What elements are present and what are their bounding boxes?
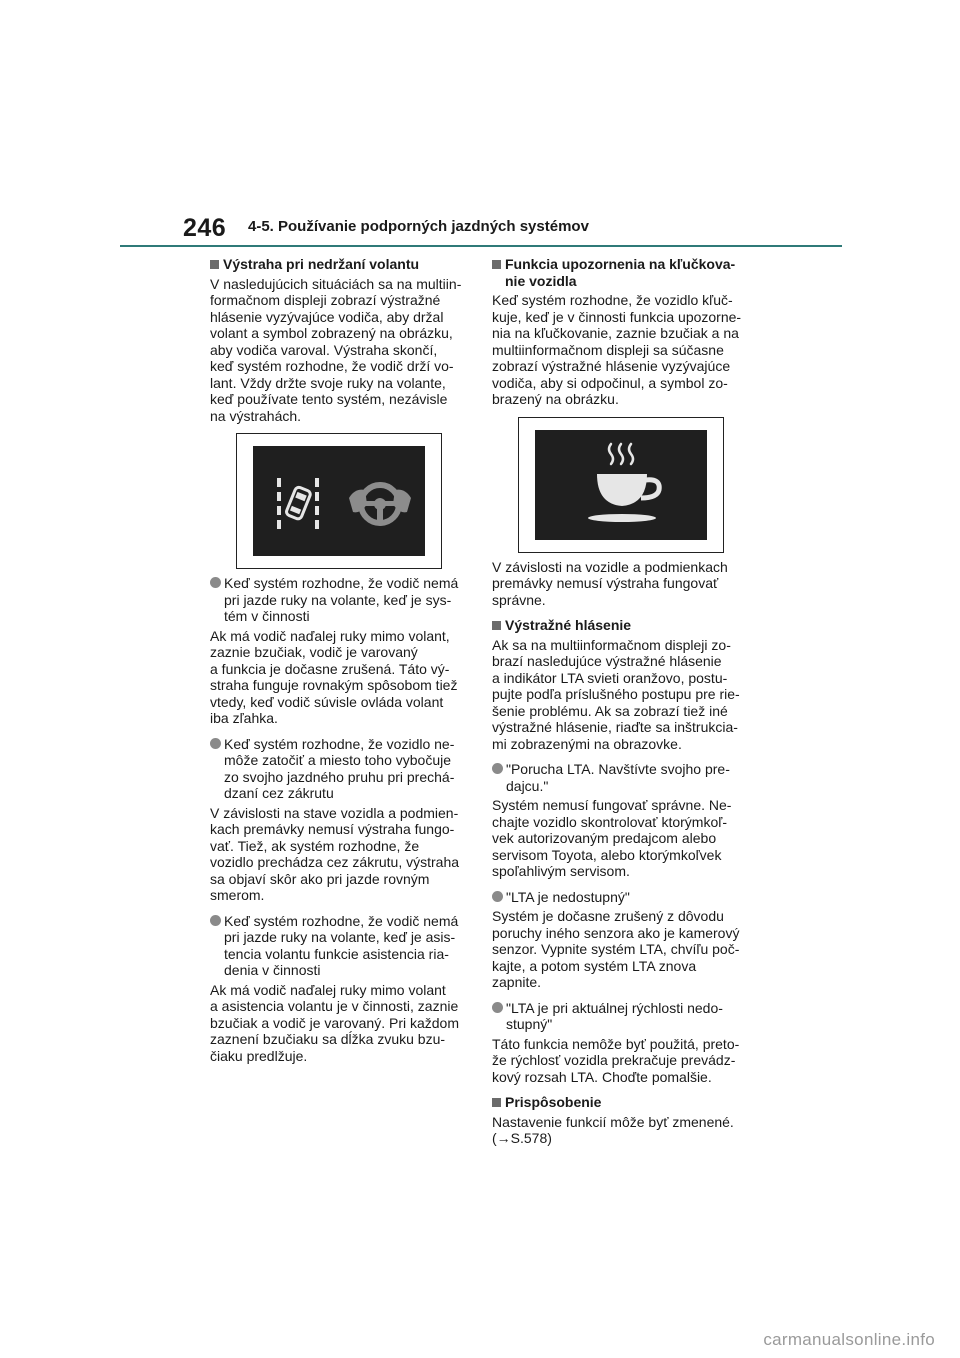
section-heading: Funkcia upozornenia na kľučkova- nie vozidla <box>492 256 748 289</box>
paragraph: Ak sa na multiinformačnom displeji zo- brazí nasledujúce výstražné hlásenie a indikátor LTA svieti oranžovo, postu- pujte podľa príslušného postupu pre rie- šenie problému. Ak sa zobrazí tiež iné výstražné hlásenie, riaďte sa inštrukcia- mi zobrazenými na obrazovke. <box>492 636 740 752</box>
hands-off-warning-figure <box>236 433 442 569</box>
chapter-title: 4-5. Používanie podporných jazdných systémov <box>248 218 589 235</box>
header-rule <box>120 245 842 247</box>
right-column <box>492 256 748 1156</box>
bullet-icon <box>210 738 221 749</box>
section-heading: Výstražné hlásenie <box>492 617 748 634</box>
coffee-cup-icon <box>585 438 675 534</box>
bullet-icon <box>210 577 221 588</box>
bullet-item: "LTA je pri aktuálnej rýchlosti nedo- stupný" <box>492 1000 748 1033</box>
bullet-item: Keď systém rozhodne, že vodič nemá pri jazde ruky na volante, keď je sys- tém v činnosti <box>210 575 466 625</box>
paragraph: Systém nemusí fungovať správne. Ne- chajte vozidlo skontrolovať ktorýmkoľ- vek autorizovaným predajcom alebo servisom Toyota, alebo ktorýmkoľvek spoľahlivým servisom. <box>492 797 732 879</box>
square-bullet-icon <box>210 260 219 269</box>
square-bullet-icon <box>492 621 501 630</box>
paragraph: V závislosti na stave vozidla a podmien- kach premávky nemusí výstraha fungo- vať. Tiež, ak systém rozhodne, že vozidlo prechádza cez zákrutu, výstraha sa objaví skôr ako pri jazde rovným smerom. <box>210 804 460 903</box>
square-bullet-icon <box>492 1098 501 1107</box>
section-heading: Výstraha pri nedržaní volantu <box>210 256 466 273</box>
bullet-icon <box>492 891 503 902</box>
steering-wheel-hands-icon <box>345 474 415 534</box>
watermark: carmanualsonline.info <box>763 1330 935 1349</box>
paragraph: Systém je dočasne zrušený z dôvodu poruchy iného senzora ako je kamerový senzor. Vypnite systém LTA, chvíľu poč- kajte, a potom systém LTA znova zapnite. <box>492 908 740 990</box>
paragraph: V závislosti na vozidle a podmienkach premávky nemusí výstraha fungovať správne. <box>492 558 728 608</box>
paragraph: Ak má vodič naďalej ruky mimo volant a asistencia volantu je v činnosti, zaznie bzučiak a vodič je varovaný. Pri každom zaznení bzučiaku sa dĺžka zvuku bzu- čiaku predlžuje. <box>210 981 459 1064</box>
paragraph: Táto funkcia nemôže byť použitá, preto- že rýchlosť vozidla prekračuje prevádz- kový rozsah LTA. Choďte pomalšie. <box>492 1035 740 1085</box>
take-a-break-figure <box>518 417 724 553</box>
bullet-item: Keď systém rozhodne, že vodič nemá pri jazde ruky na volante, keď je asis- tencia volantu funkcie asistencia ria- denia v činnosti <box>210 913 466 979</box>
section-heading: Prispôsobenie <box>492 1094 748 1111</box>
paragraph: V nasledujúcich situáciách sa na multiin- formačnom displeji zobrazí výstražné hlásenie vyzývajúce vodiča, aby držal volant a symbol zobrazený na obrázku, aby vodiča varoval. Výstraha skončí, keď systém rozhodne, že vodič drží vo- lant. Vždy držte svoje ruky na volante, keď používate tento systém, nezávisle na výstrahách. <box>210 275 462 424</box>
bullet-icon <box>210 915 221 926</box>
lane-departure-icon <box>275 476 323 534</box>
display-screen <box>535 430 707 540</box>
bullet-item: "Porucha LTA. Navštívte svojho pre- dajcu." <box>492 761 748 794</box>
display-screen <box>253 446 425 556</box>
paragraph: Keď systém rozhodne, že vozidlo kľuč- kuje, keď je v činnosti funkcia upozorne- nia na kľučkovanie, zaznie bzučiak a na multiinformačnom displeji sa súčasne zobrazí výstražné hlásenie vyzývajúce vodiča, aby si odpočinul, a symbol zo- brazený na obrázku. <box>492 292 742 407</box>
left-column <box>210 256 466 1073</box>
square-bullet-icon <box>492 260 501 269</box>
page-number: 246 <box>183 214 227 242</box>
bullet-item: Keď systém rozhodne, že vozidlo ne- môže zatočiť a miesto toho vybočuje zo svojho jazdného pruhu pri prechá- dzaní cez zákrutu <box>210 736 466 802</box>
paragraph: Ak má vodič naďalej ruky mimo volant, zaznie bzučiak, vodič je varovaný a funkcia je dočasne zrušená. Táto vý- straha funguje rovnakým spôsobom tiež vtedy, keď vodič súvisle ovláda volant iba zľahka. <box>210 627 458 726</box>
bullet-icon <box>492 1002 503 1013</box>
bullet-item: "LTA je nedostupný" <box>492 889 748 906</box>
page-reference: Nastavenie funkcií môže byť zmenené. (→S.578) <box>492 1113 734 1146</box>
bullet-icon <box>492 763 503 774</box>
